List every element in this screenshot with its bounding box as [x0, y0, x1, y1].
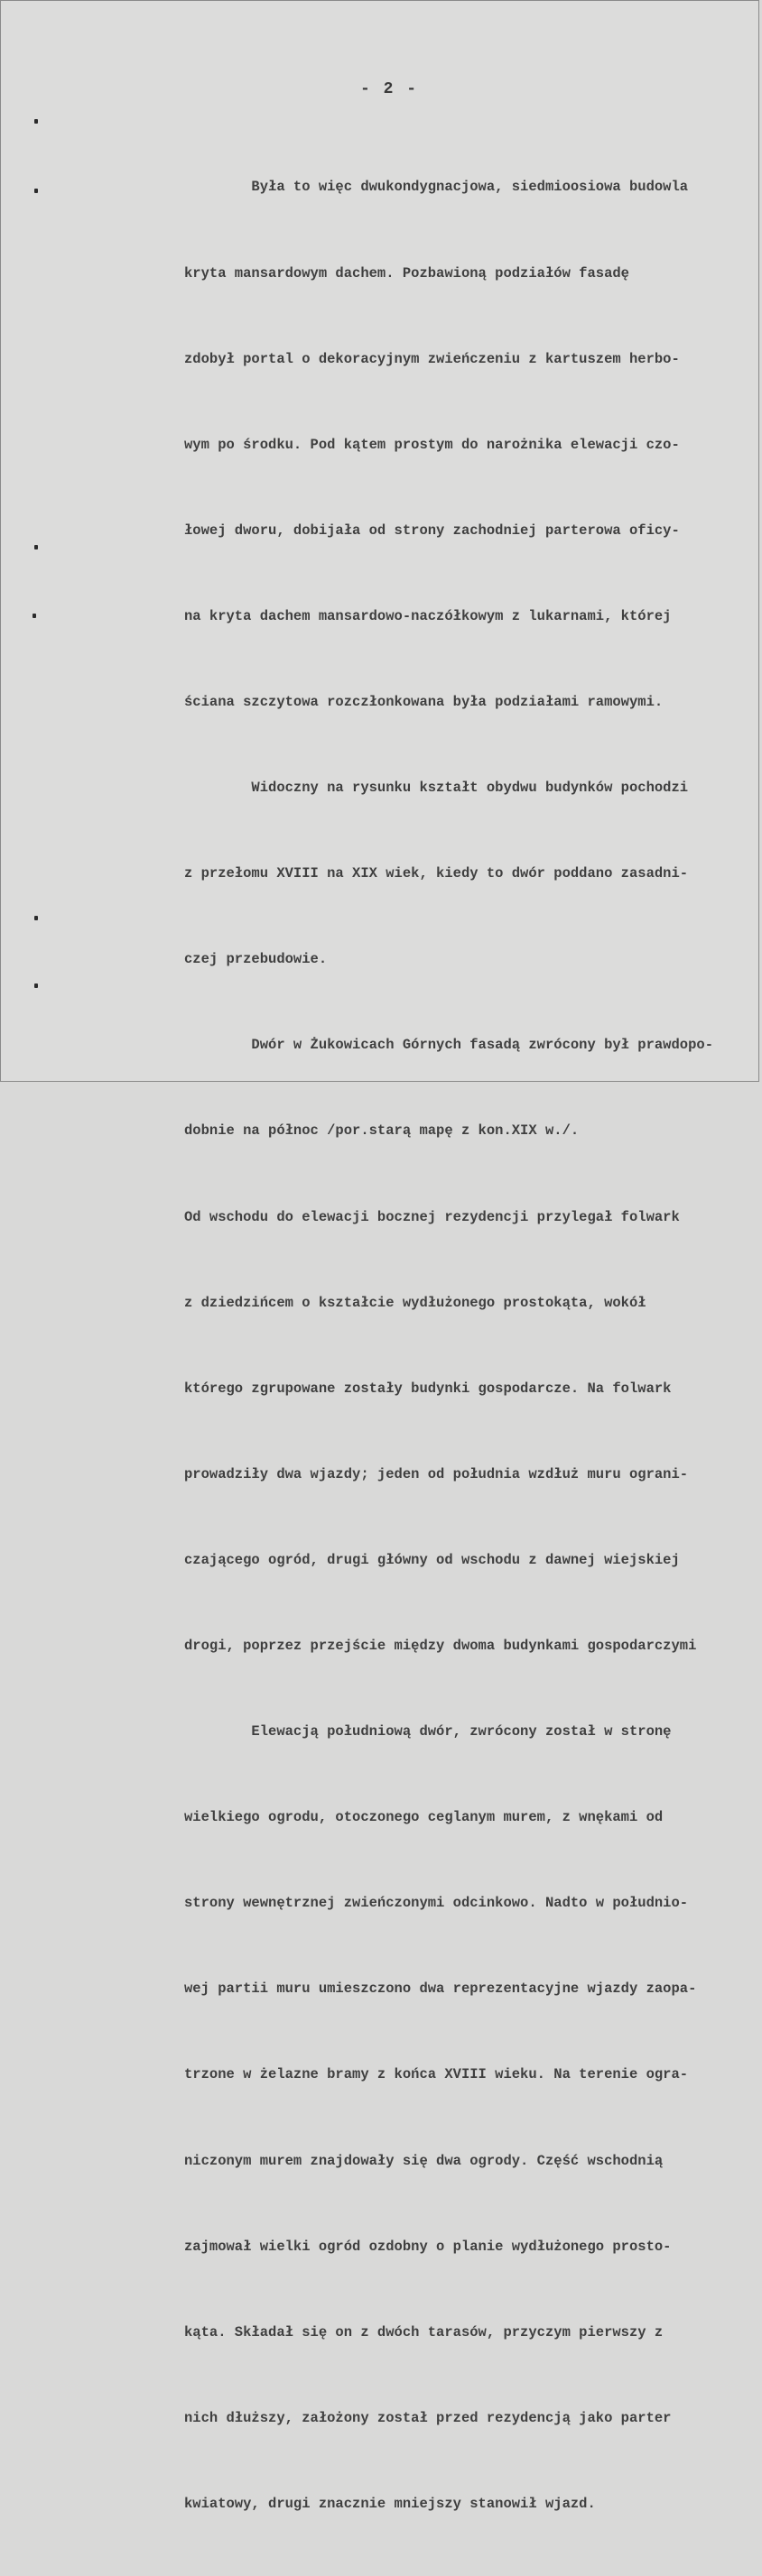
margin-mark: [34, 916, 38, 920]
text-line: Elewacją południową dwór, zwrócony został w stronę: [184, 1723, 672, 1740]
text-line: Była to więc dwukondygnacjowa, siedmioosiowa budowla: [184, 179, 689, 196]
text-line: kryta mansardowym dachem. Pozbawioną podziałów fasadę: [184, 264, 629, 282]
text-line: ściana szczytowa rozczłonkowana była podziałami ramowymi.: [184, 693, 664, 710]
text-line: strony wewnętrznej zwieńczonymi odcinkowo. Nadto w południo-: [184, 1895, 689, 1912]
text-line: czającego ogród, drugi główny od wschodu z dawnej wiejskiej: [184, 1551, 680, 1568]
text-line: drogi, poprzez przejście między dwoma budynkami gospodarczymi: [184, 1638, 697, 1654]
margin-mark: [34, 983, 38, 988]
text-line: którego zgrupowane zostały budynki gospodarcze. Na folwark: [184, 1380, 672, 1397]
text-line: prowadziły dwa wjazdy; jeden od południa wzdłuż muru ograni-: [184, 1465, 689, 1482]
text-line: z dziedzińcem o kształcie wydłużonego prostokąta, wokół: [184, 1294, 646, 1311]
text-line: dobnie na północ /por.starą mapę z kon.XIX w./.: [184, 1122, 580, 1140]
margin-mark: [34, 189, 38, 193]
text-line: kąta. Składał się on z dwóch tarasów, przyczym pierwszy z: [184, 2323, 664, 2341]
text-line: trzone w żelazne bramy z końca XVIII wieku. Na terenie ogra-: [184, 2066, 689, 2083]
text-line: zdobył portal o dekoracyjnym zwieńczeniu z kartuszem herbo-: [184, 350, 680, 367]
text-line: nich dłuższy, założony został przed rezydencją jako parter: [184, 2409, 672, 2426]
text-line: Dwór w Żukowicach Górnych fasadą zwrócony był prawdopo-: [184, 1037, 713, 1054]
text-line: Widoczny na rysunku kształt obydwu budynków pochodzi: [184, 780, 689, 797]
page-number: - 2 -: [360, 80, 419, 98]
text-line: z przełomu XVIII na XIX wiek, kiedy to dwór poddano zasadni-: [184, 865, 689, 882]
text-line: Od wschodu do elewacji bocznej rezydencji przylegał folwark: [184, 1208, 680, 1225]
text-line: niczonym murem znajdowały się dwa ogrody. Część wschodnią: [184, 2152, 664, 2169]
margin-mark: [34, 545, 38, 549]
text-line: wielkiego ogrodu, otoczonego ceglanym murem, z wnękami od: [184, 1809, 664, 1826]
margin-mark: [33, 614, 36, 618]
text-line: wym po środku. Pod kątem prostym do narożnika elewacji czo-: [184, 436, 680, 453]
text-line: wej partii muru umieszczono dwa reprezentacyjne wjazdy zaopa-: [184, 1980, 697, 1998]
text-line: na kryta dachem mansardowo-naczółkowym z lukarnami, której: [184, 607, 672, 624]
text-line: łowej dworu, dobijała od strony zachodniej parterowa oficy-: [184, 522, 680, 539]
text-line: zajmował wielki ogród ozdobny o planie wydłużonego prosto-: [184, 2238, 672, 2255]
typewritten-text: [184, 116, 762, 2576]
text-line: kwiatowy, drugi znacznie mniejszy stanowił wjazd.: [184, 2495, 596, 2512]
text-line: czej przebudowie.: [184, 951, 328, 968]
margin-mark: [34, 119, 38, 124]
